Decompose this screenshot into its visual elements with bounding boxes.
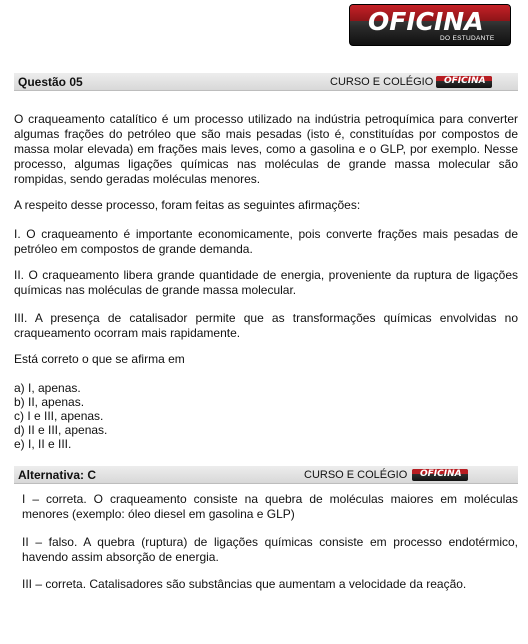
mini-logo: OFICINA xyxy=(436,76,492,88)
answer-header-bar xyxy=(14,466,518,484)
answer-label: Alternativa: C xyxy=(18,468,97,482)
option-a: a) I, apenas. xyxy=(14,381,81,395)
option-e: e) I, II e III. xyxy=(14,437,72,451)
option-b: b) II, apenas. xyxy=(14,395,85,409)
question-ask: Está correto o que se afirma em xyxy=(14,352,185,366)
question-number: Questão 05 xyxy=(18,75,83,89)
question-prompt: A respeito desse processo, foram feitas as seguintes afirmações: xyxy=(14,198,361,212)
course-label: CURSO E COLÉGIO xyxy=(330,76,434,88)
mini-logo: OFICINA xyxy=(412,469,468,481)
question-intro: O craqueamento catalítico é um processo utilizado na indústria petroquímica para converter algumas frações do petróleo que são mais pesadas (isto é, constituídas por compostos de massa molar elevada) em frações mais leves, como a gasolina e o GLP, por exemplo. Nesse processo, algumas ligações químicas nas moléculas de grande massa molecular são rompidas, sendo geradas moléculas menores. xyxy=(14,112,518,186)
statement-2: II. O craqueamento libera grande quantidade de energia, proveniente da ruptura de ligações químicas nas moléculas de grande massa molecular. xyxy=(14,268,518,297)
answer-item-1: I – correta. O craqueamento consiste na quebra de moléculas maiores em moléculas menores (exemplo: óleo diesel em gasolina e GLP) xyxy=(22,492,518,521)
option-c: c) I e III, apenas. xyxy=(14,409,104,423)
question-header-bar xyxy=(14,73,518,91)
option-d: d) II e III, apenas. xyxy=(14,423,108,437)
answer-item-2: II – falso. A quebra (ruptura) de ligações químicas consiste em processo endotérmico, havendo assim absorção de energia. xyxy=(22,535,518,564)
statement-3: III. A presença de catalisador permite que as transformações químicas envolvidas no craqueamento ocorram mais rapidamente. xyxy=(14,311,518,340)
answer-item-3: III – correta. Catalisadores são substâncias que aumentam a velocidade da reação. xyxy=(22,577,467,591)
logo-name: OFICINA xyxy=(368,7,484,36)
statement-1: I. O craqueamento é importante economicamente, pois converte frações mais pesadas de petróleo em compostos de grande demanda. xyxy=(14,227,518,256)
logo-badge xyxy=(349,4,511,46)
course-label: CURSO E COLÉGIO xyxy=(304,469,408,481)
oficina-logo xyxy=(349,4,511,46)
logo-subtitle: DO ESTUDANTE xyxy=(440,35,495,42)
